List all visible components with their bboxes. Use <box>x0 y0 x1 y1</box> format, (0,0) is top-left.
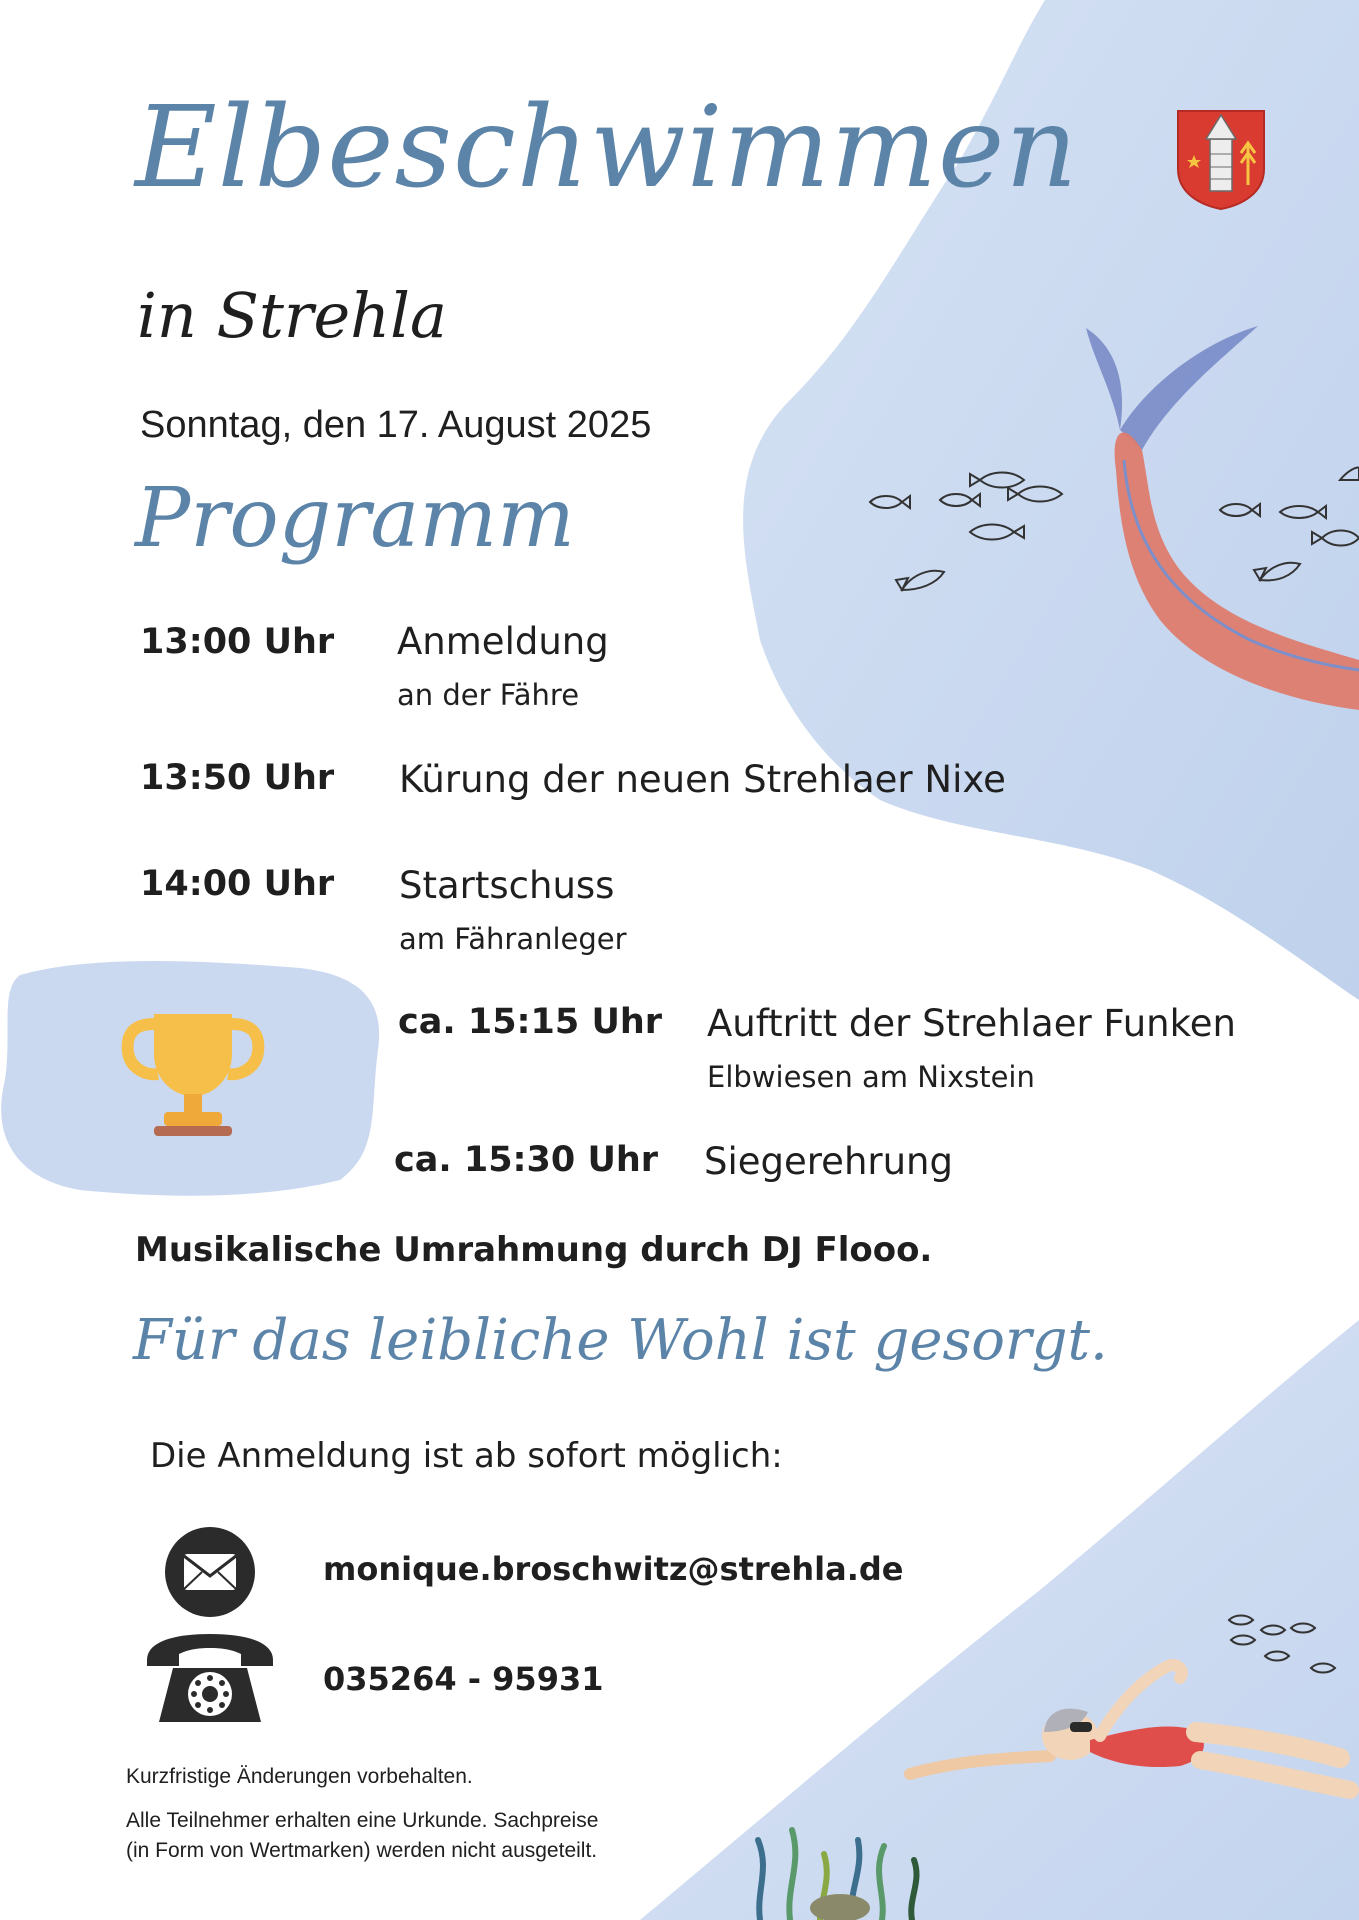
telephone-icon <box>143 1632 277 1726</box>
program-title: Kürung der neuen Strehlaer Nixe <box>399 758 1006 801</box>
catering-note: Für das leibliche Wohl ist gesorgt. <box>133 1308 1108 1373</box>
footer-note-changes: Kurzfristige Änderungen vorbehalten. <box>126 1765 473 1788</box>
program-detail: an der Fähre <box>397 678 580 712</box>
program-time: 13:50 Uhr <box>140 758 335 798</box>
trophy-icon <box>118 1000 268 1150</box>
program-title: Anmeldung <box>397 620 609 663</box>
program-time: 14:00 Uhr <box>140 864 335 904</box>
fish-school-illustration <box>860 450 1359 610</box>
registration-email[interactable]: monique.broschwitz@strehla.de <box>323 1550 904 1588</box>
program-time: ca. 15:30 Uhr <box>394 1140 659 1180</box>
program-detail: Elbwiesen am Nixstein <box>707 1060 1035 1094</box>
registration-intro: Die Anmeldung ist ab sofort möglich: <box>150 1436 783 1476</box>
event-date: Sonntag, den 17. August 2025 <box>140 404 652 446</box>
registration-phone[interactable]: 035264 - 95931 <box>323 1660 604 1698</box>
music-note: Musikalische Umrahmung durch DJ Flooo. <box>135 1230 933 1270</box>
seaweed-illustration <box>740 1790 940 1920</box>
program-time: 13:00 Uhr <box>140 622 335 662</box>
program-title: Siegerehrung <box>704 1140 953 1183</box>
page-subtitle: in Strehla <box>137 279 447 352</box>
program-title: Startschuss <box>399 864 615 907</box>
program-detail: am Fähranleger <box>399 922 627 956</box>
program-time: ca. 15:15 Uhr <box>398 1002 663 1042</box>
page-title: Elbeschwimmen <box>135 83 1079 213</box>
footer-note-prizes: (in Form von Wertmarken) werden nicht ausgeteilt. <box>126 1839 598 1862</box>
envelope-icon <box>164 1526 256 1618</box>
program-title: Auftritt der Strehlaer Funken <box>707 1002 1236 1045</box>
footer-note-certificate: Alle Teilnehmer erhalten eine Urkunde. Sachpreise <box>126 1809 599 1832</box>
small-fish-illustration <box>1225 1610 1345 1680</box>
strehla-coat-of-arms-icon <box>1176 109 1266 211</box>
program-heading: Programm <box>135 471 575 566</box>
